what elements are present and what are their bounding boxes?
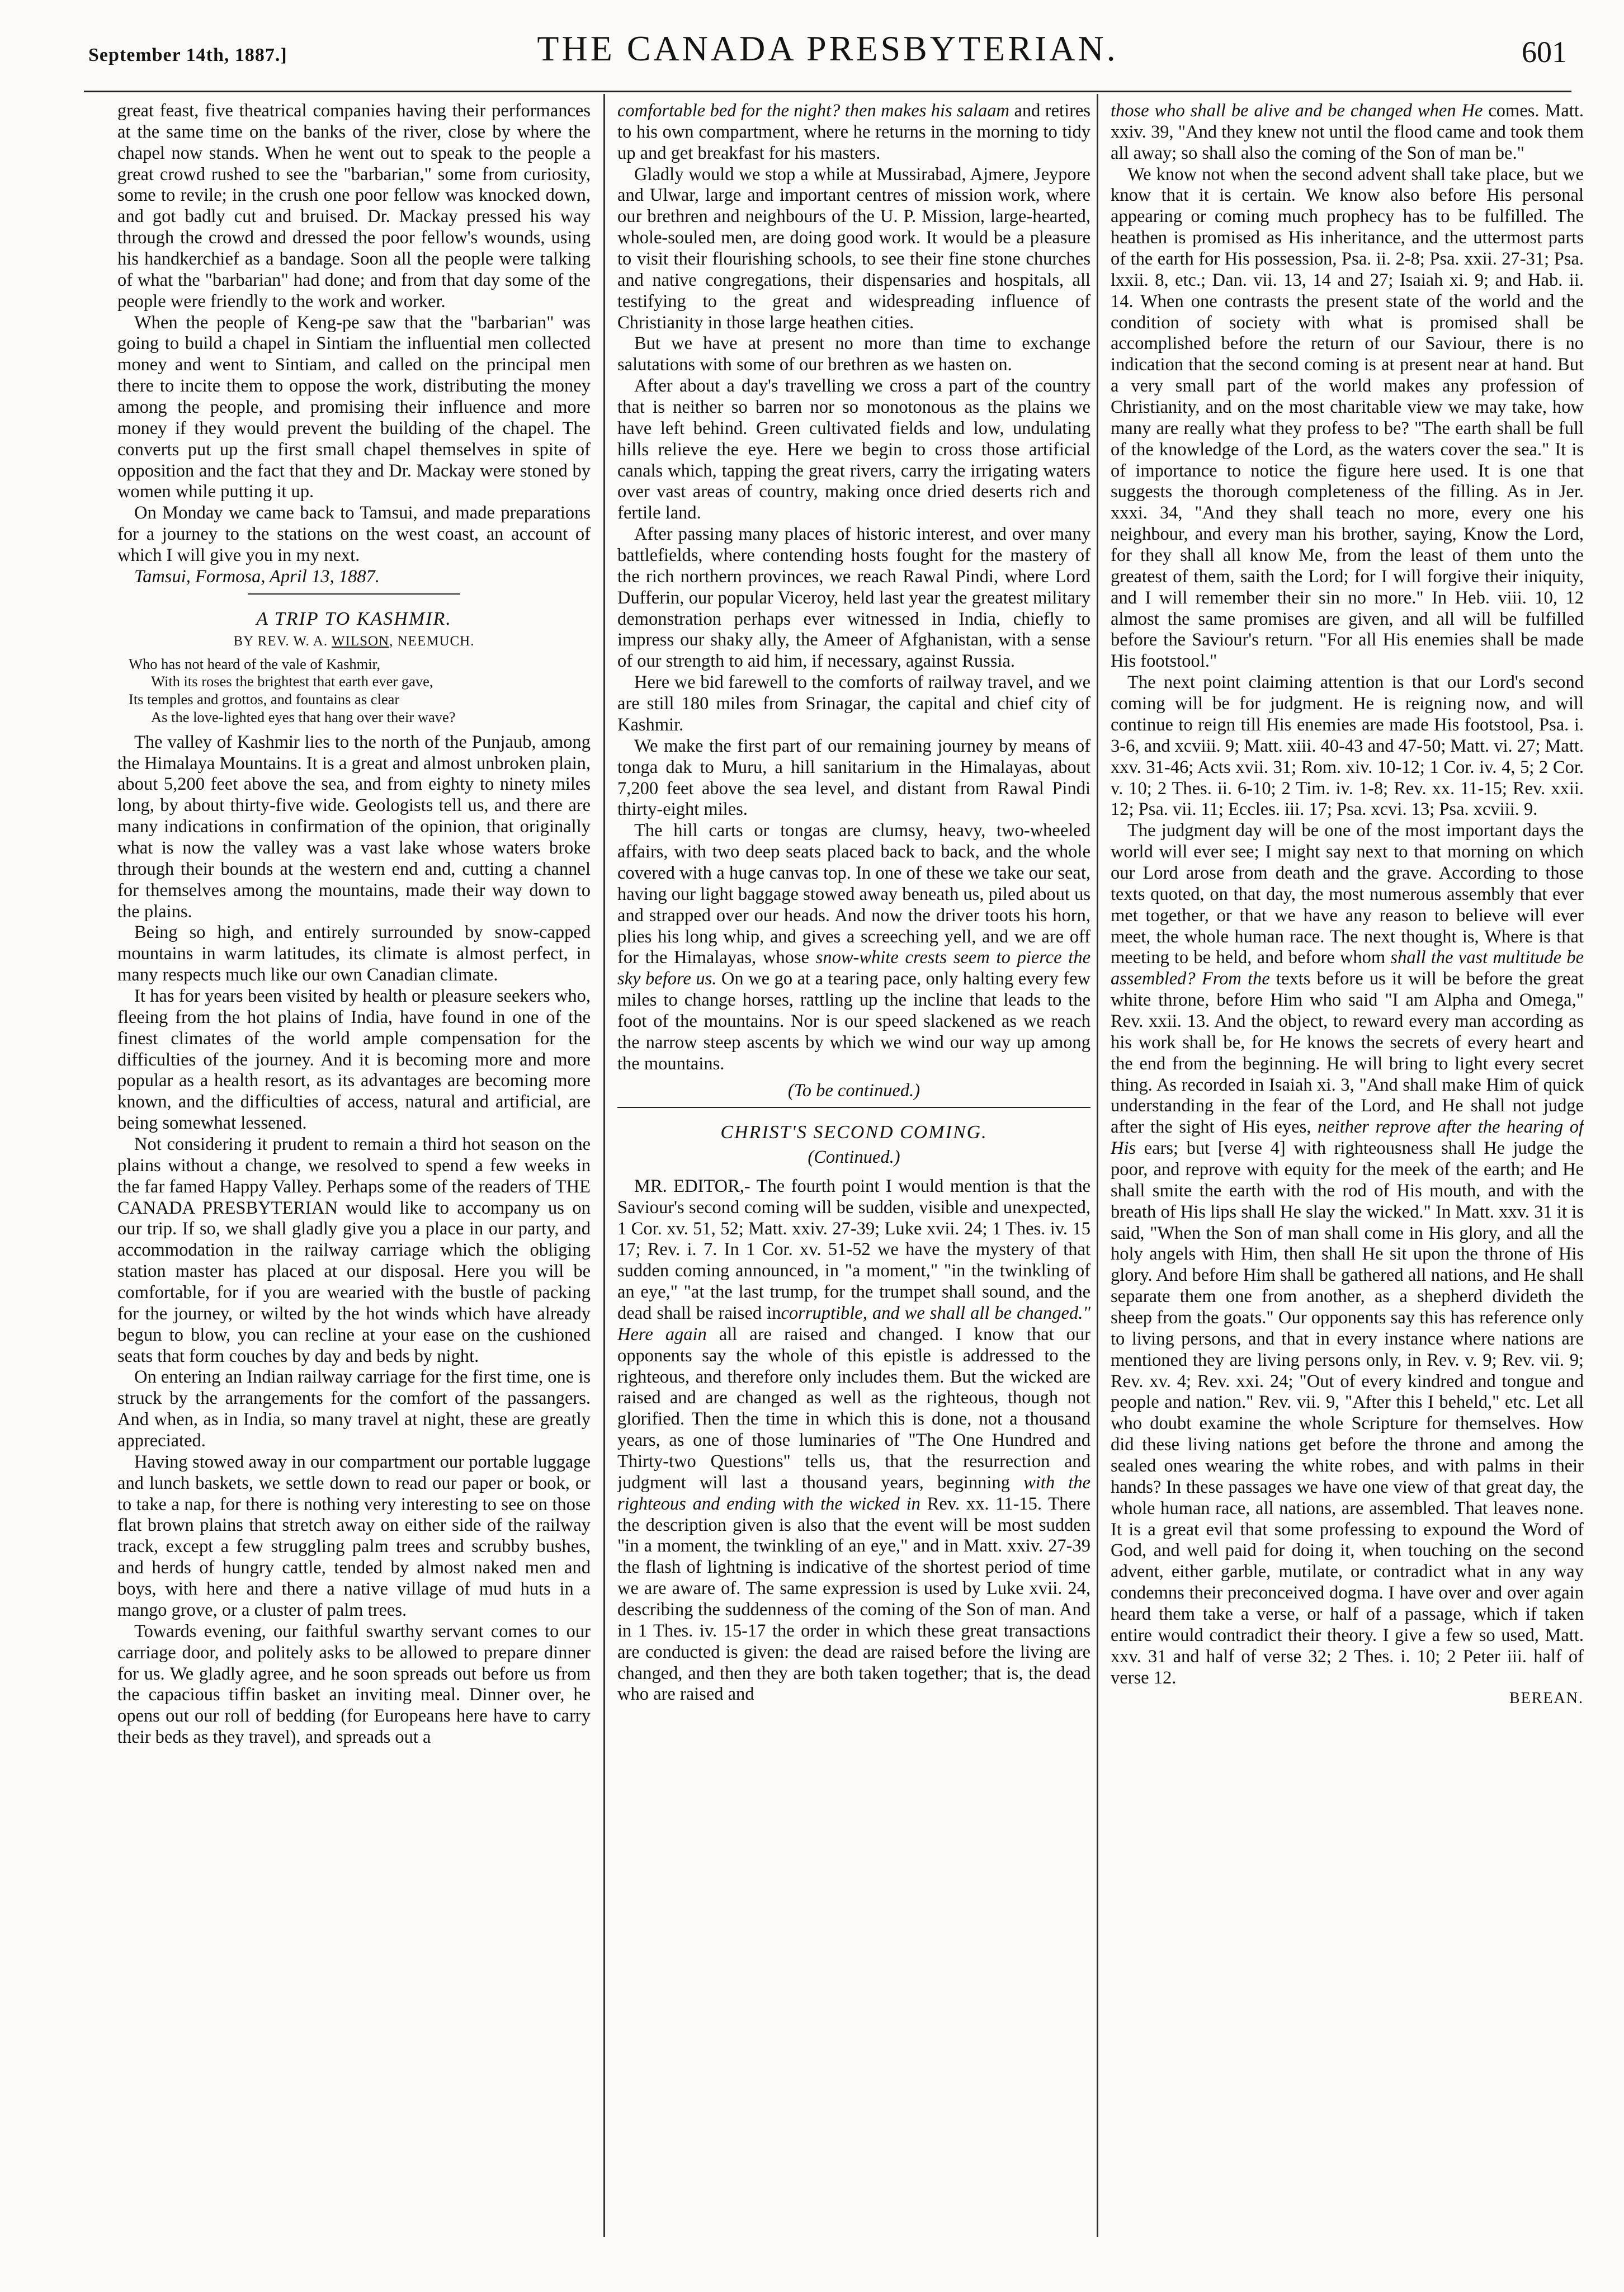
kashmir-article-title: A TRIP TO KASHMIR.	[256, 608, 452, 629]
section-divider	[617, 1107, 1090, 1108]
paragraph: Not considering it prudent to remain a third hot season on the plains without a change, we resolved to spend a few weeks in the far famed Happy Valley. Perhaps some of the readers of THE CANADA PRESBYTERIAN would like to accompany us on our trip. If so, we shall gladly give you a place in our party, and accommodation in the railway carriage which the obliging station master has placed at our disposal. Here you will be comfortable, for if you are wearied with the bustle of packing for the journey, or wilted by the hot winds which have already begun to blow, you can recline at your ease on the cushioned seats that form couches by day and beds by night.	[117, 1134, 591, 1366]
column-1	[117, 101, 591, 2232]
paragraph: The valley of Kashmir lies to the north of the Punjaub, among the Himalaya Mountains. It is a great and almost unbroken plain, about 5,200 feet above the sea, and from eighty to ninety miles long, by about thirty-five wide. Geologists tell us, and there are many indications in confirmation of the opinion, that originally what is now the valley was a vast lake whose waters broke through their bounds at the western end and, cutting a channel for themselves among the mountains, made their way down to the plains.	[117, 732, 591, 922]
paragraph: The judgment day will be one of the most important days the world will ever see; I might say next to that morning on which our Lord arose from death and the grave. According to those texts quoted, on that day, the most numerous assembly that ever met together, or that we have any reason to believe will ever meet, the whole human race. The next thought is, Where is that meeting to be held, and before whom shall the vast multitude be assembled? From the texts before us it will be before the great white throne, before Him who said "I am Alpha and Omega," Rev. xxii. 13. And the object, to reward every man according as his work shall be, for He knows the secrets of every heart and the end from the beginning. He will bring to light every secret thing. As recorded in Isaiah xi. 3, "And shall make Him of quick understanding in the fear of the Lord, and He shall not judge after the sight of His eyes, neither reprove after the hearing of His ears; but [verse 4] with righteousness shall He judge the poor, and reprove with equity for the meek of the earth; and He shall smite the earth with the rod of His mouth, and with the breath of His lips shall He slay the wicked." In Matt. xxv. 31 it is said, "When the Son of man shall come in His glory, and all the holy angels with Him, then shall He sit upon the throne of His glory. And before Him shall be gathered all nations, and He shall separate them one from another, as a shepherd divideth the sheep from the goats." Our opponents say this has reference only to living persons, and that in every instance where nations are mentioned they are living persons only, in Rev. v. 9; Rev. vii. 9; Rev. xv. 4; Rev. xxi. 24; "Out of every kindred and tongue and people and nation." Rev. vii. 9, "After this I beheld," etc. Let all who doubt examine the whole Scripture for themselves. How did these living nations get before the throne and among the sealed ones wearing the white robes, and with palms in their hands? In these passages we have one view of that great day, the whole human race, all nations, are assembled. That leaves none. It is a great evil that some professing to expound the Word of God, and well paid for doing it, when touching on the second advent, either garble, mutilate, or contradict what in any way condemns their preconceived dogma. I have over and over again heard them take a verse, or half of a passage, which if taken entire would contradict their theory. I give a few so used, Matt. xxv. 31 and half of verse 32; 2 Thes. i. 10; 2 Peter iii. half of verse 12.	[1111, 820, 1584, 1688]
paragraph: Being so high, and entirely surrounded by snow-capped mountains in warm latitudes, its climate is almost perfect, in many respects much like our own Canadian climate.	[117, 922, 591, 985]
paragraph: On entering an Indian railway carriage for the first time, one is struck by the arrangements for the comfort of the passangers. And when, as in India, so many travel at night, these are greatly appreciated.	[117, 1367, 591, 1451]
paragraph: Having stowed away in our compartment our portable luggage and lunch baskets, we settle down to read our paper or book, or to take a nap, for there is nothing very interesting to see on those flat brown plains that stretch away on either side of the railway track, except a few struggling palm trees and scrubby bushes, and herds of hungry cattle, tended by almost naked men and boys, with here and there a native village of mud huts in a mango grove, or a cluster of palm trees.	[117, 1451, 591, 1620]
paragraph: The next point claiming attention is that our Lord's second coming will be for judgment. He is reigning now, and will continue to reign till His enemies are made His footstool, Psa. i. 3-6, and xcviii. 9; Matt. xiii. 40-43 and 47-50; Matt. vi. 27; Matt. xxv. 31-46; Acts xvii. 31; Rom. xiv. 10-12; 1 Cor. iv. 4, 5; 2 Cor. v. 10; 2 Thes. ii. 6-10; 2 Tim. iv. 1-8; Rev. xx. 11-15; Rev. xxii. 12; Psa. vii. 11; Eccles. iii. 17; Psa. xcvi. 13; Psa. xcviii. 9.	[1111, 672, 1584, 820]
article-signoff: Tamsui, Formosa, April 13, 1887.	[134, 566, 380, 587]
to-be-continued-note: (To be continued.)	[787, 1080, 920, 1101]
paragraph: It has for years been visited by health or pleasure seekers who, fleeing from the hot plains of India, have found in one of the finest climates of the world ample compensation for the difficulties of the journey. And it is becoming more and more popular as a health resort, as its advantages are becoming more known, and the difficulties of access, natural and artificial, are being somewhat lessened.	[117, 986, 591, 1134]
poem-line: Its temples and grottos, and fountains as clear	[129, 691, 400, 708]
paragraph: We know not when the second advent shall take place, but we know that it is certain. We know also before His personal appearing or coming much prophecy has to be fulfilled. The heathen is promised as His inheritance, and the uttermost parts of the earth for His possession, Psa. ii. 2-8; Psa. xxii. 27-31; Psa. lxxii. 8, etc.; Dan. vii. 13, 14 and 27; Isaiah xi. 9; and Hab. ii. 14. When one contrasts the present state of the world and the condition of society with what is promised shall be accomplished before the return of our Saviour, there is no indication that the second coming is at present near at hand. But a very small part of the world makes any profession of Christianity, and on the most charitable view we may take, how many are really what they profess to be? "The earth shall be full of the knowledge of the Lord, as the waters cover the sea." It is of importance to notice the figure here used. It is one that suggests the thorough completeness of the filling. As in Jer. xxxi. 34, "And they shall teach no more, every one his neighbour, and every man his brother, saying, Know the Lord, for they shall all know Me, from the least of them unto the greatest of them, saith the Lord; for I will forgive their iniquity, and I will remember their sin no more." In Heb. viii. 10, 12 almost the same promises are given, and all will be fulfilled before the Saviour's return. "For all His enemies shall be made His footstool."	[1111, 164, 1584, 672]
paragraph: We make the first part of our remaining journey by means of tonga dak to Muru, a hill sanitarium in the Himalayas, about 7,200 feet above the sea level, and distant from Rawal Pindi thirty-eight miles.	[617, 735, 1090, 820]
paragraph: great feast, five theatrical companies having their performances at the same time on the banks of the river, close by where the chapel now stands. When he went out to speak to the people a great crowd rushed to see the "barbarian," some from curiosity, some to revile; in the crush one poor fellow was knocked down, and got badly cut and bruised. Dr. Mackay pressed his way through the crowd and dressed the poor fellow's wounds, using his handkerchief as a bandage. Soon all the people were talking of what the "barbarian" had done; and from that day some of the people were friendly to the work and worker.	[117, 101, 591, 312]
poem-line: As the love-lighted eyes that hang over their wave?	[151, 708, 456, 725]
epigraph-poem	[129, 655, 591, 727]
paragraph: But we have at present no more than time to exchange salutations with some of our brethren as we hasten on.	[617, 333, 1090, 375]
paragraph: Gladly would we stop a while at Mussirabad, Ajmere, Jeypore and Ulwar, large and important centres of mission work, where our brethren and neighbours of the U. P. Mission, large-hearted, whole-souled men, are doing good work. It would be a pleasure to visit their flourishing schools, to see their fine stone churches and native congregations, their dispensaries and hospitals, all testifying to the great and widespreading influence of Christianity in those large heathen cities.	[617, 164, 1090, 333]
masthead	[84, 22, 1571, 84]
column-divider-1	[603, 94, 605, 2237]
paragraph: After passing many places of historic interest, and over many battlefields, where contending hosts fought for the mastery of the rich northern provinces, we reach Rawal Pindi, where Lord Dufferin, our popular Viceroy, held last year the greatest military demonstration perhaps ever witnessed in India, chiefly to impress our shaky ally, the Ameer of Afghanistan, with a sense of our strength to aid him, if necessary, against Russia.	[617, 524, 1090, 672]
column-divider-2	[1097, 94, 1098, 2237]
issue-date: September 14th, 1887.]	[88, 45, 287, 65]
poem-line: Who has not heard of the vale of Kashmir,	[129, 655, 381, 672]
poem-line: With its roses the brightest that earth ever gave,	[151, 673, 433, 690]
newspaper-title: THE CANADA PRESBYTERIAN.	[537, 29, 1118, 68]
second-coming-title: CHRIST'S SECOND COMING.	[720, 1122, 988, 1143]
paragraph: Here we bid farewell to the comforts of railway travel, and we are still 180 miles from Srinagar, the capital and chief city of Kashmir.	[617, 672, 1090, 735]
paragraph: comfortable bed for the night? then makes his salaam and retires to his own compartment, where he returns in the morning to tidy up and get breakfast for his masters.	[617, 101, 1090, 163]
column-3	[1111, 101, 1584, 2232]
paragraph: When the people of Keng-pe saw that the "barbarian" was going to build a chapel in Sintiam the influential men collected money and went to Sintiam, and called on the principal men there to incite them to oppose the work, distributing the money among the people, and promising their influence and more money if they would prevent the building of the chapel. The converts put up the first small chapel themselves in spite of opposition and the fact that they and Dr. Mackay were stoned by women while putting it up.	[117, 312, 591, 502]
page-number: 601	[1522, 35, 1567, 69]
paragraph: Towards evening, our faithful swarthy servant comes to our carriage door, and politely asks to be allowed to prepare dinner for us. We gladly agree, and he soon spreads out before us from the capacious tiffin basket an inviting meal. Dinner over, he opens out our roll of bedding (for Europeans here have to carry their beds as they travel), and spreads out a	[117, 1621, 591, 1748]
continued-note: (Continued.)	[808, 1147, 900, 1167]
paragraph: The hill carts or tongas are clumsy, heavy, two-wheeled affairs, with two deep seats placed back to back, and the whole covered with a huge canvas top. In one of these we take our seat, having our light baggage stowed away beneath us, piled about us and strapped over our heads. And now the driver toots his horn, plies his long whip, and gives a screeching yell, and we are off for the Himalayas, whose snow-white crests seem to pierce the sky before us. On we go at a tearing pace, only halting every few miles to change horses, rattling up the incline that leads to the foot of the mountains. Nor is our speed slackened as we reach the narrow steep ascents by which we wind our way up among the mountains.	[617, 820, 1090, 1074]
paragraph: On Monday we came back to Tamsui, and made preparations for a journey to the stations on the west coast, an account of which I will give you in my next.	[117, 503, 591, 566]
header-rule	[84, 91, 1571, 92]
paragraph: After about a day's travelling we cross a part of the country that is neither so barren nor so monotonous as the plains we have left behind. Green cultivated fields and low, undulating hills relieve the eye. Here we begin to cross those artificial canals which, tapping the great rivers, carry the irrigating waters over vast areas of country, making once dried deserts rich and fertile land.	[617, 376, 1090, 524]
author-signature: BEREAN.	[1509, 1690, 1584, 1708]
paragraph: MR. EDITOR,- The fourth point I would mention is that the Saviour's second coming will be sudden, visible and unexpected, 1 Cor. xv. 51, 52; Matt. xxiv. 27-39; Luke xvii. 24; 1 Thes. iv. 15 17; Rev. i. 7. In 1 Cor. xv. 51-52 we have the mystery of that sudden coming announced, in "a moment," "in the twinkling of an eye," "at the last trump, for the trumpet shall sound, and the dead shall be raised incorruptible, and we shall all be changed." Here again all are raised and changed. I know that our opponents say the whole of this epistle is addressed to the righteous, and therefore only includes them. But the wicked are raised and are changed as well as the righteous, though not glorified. Then the time in which this is done, not a thousand years, as one of those luminaries of "The One Hundred and Thirty-two Questions" tells us, that the resurrection and judgment will last a thousand years, beginning with the righteous and ending with the wicked in Rev. xx. 11-15. There the description given is also that the event will be most sudden "in a moment, the twinkling of an eye," and in Matt. xxiv. 27-39 the flash of lightning is indicative of the shortest period of time we are aware of. The same expression is used by Luke xvii. 24, describing the suddenness of the coming of the Son of man. And in 1 Thes. iv. 15-17 the order in which these great transactions are conducted is given: the dead are raised before the living are changed, and then they are both taken together; that is, the dead who are raised and	[617, 1176, 1090, 1705]
kashmir-byline: BY REV. W. A. WILSON, NEEMUCH.	[233, 634, 475, 649]
section-divider	[248, 593, 460, 595]
paragraph: those who shall be alive and be changed when He comes. Matt. xxiv. 39, "And they knew not until the flood came and took them all away; so shall also the coming of the Son of man be."	[1111, 101, 1584, 163]
column-2	[617, 101, 1090, 2232]
